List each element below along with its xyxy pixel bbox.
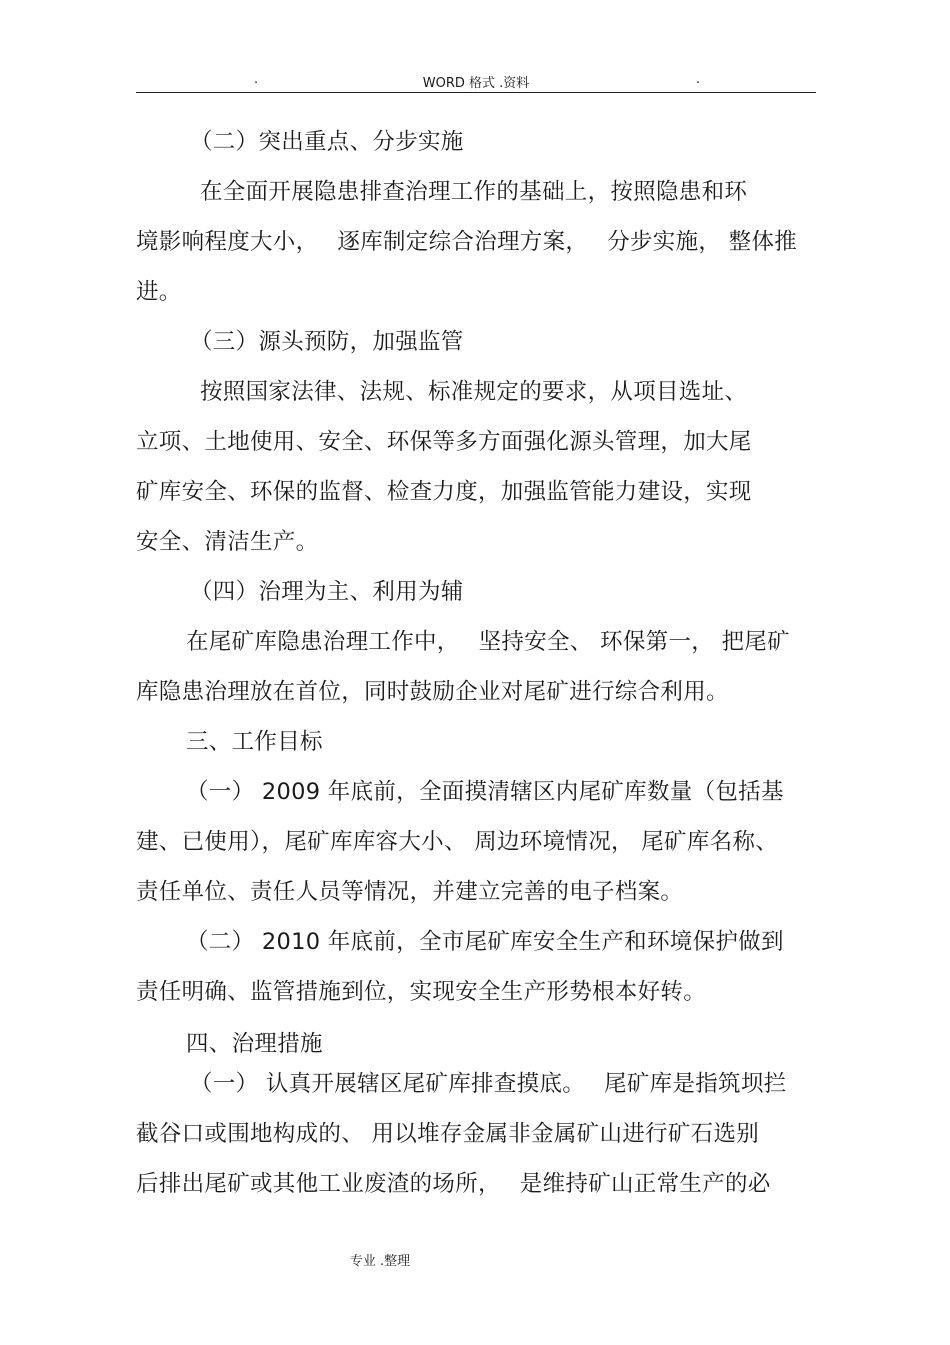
paragraph-line: 截谷口或围地构成的、 用以堆存金属非金属矿山进行矿石选别	[136, 1121, 760, 1147]
section-heading: 四、治理措施	[186, 1031, 323, 1057]
header-left-dot: .	[254, 72, 259, 87]
paragraph-line: 后排出尾矿或其他工业废渣的场所， 是维持矿山正常生产的必	[136, 1171, 771, 1197]
page-header	[136, 70, 816, 93]
paragraph-line: 库隐患治理放在首位，同时鼓励企业对尾矿进行综合利用。	[136, 679, 729, 705]
section-heading: （二）突出重点、分步实施	[190, 129, 464, 155]
paragraph-line: 责任单位、责任人员等情况，并建立完善的电子档案。	[136, 879, 684, 905]
paragraph-line: 境影响程度大小， 逐库制定综合治理方案， 分步实施， 整体推	[136, 229, 798, 255]
header-title: WORD 格式 .资料	[422, 76, 530, 91]
section-heading: （三）源头预防，加强监管	[190, 329, 464, 355]
section-heading: 三、工作目标	[186, 729, 323, 755]
paragraph-line: 进。	[136, 279, 182, 305]
paragraph-line: 建、已使用），尾矿库库容大小、 周边环境情况， 尾矿库名称、	[136, 829, 779, 855]
paragraph-line: 在全面开展隐患排查治理工作的基础上，按照隐患和环	[200, 179, 748, 205]
paragraph-line: （一） 认真开展辖区尾矿库排查摸底。 尾矿库是指筑坝拦	[190, 1071, 787, 1097]
paragraph-line: 立项、土地使用、安全、环保等多方面强化源头管理，加大尾	[136, 429, 752, 455]
page-footer: 专业 .整理	[349, 1254, 411, 1269]
section-heading: （四）治理为主、利用为辅	[190, 579, 464, 605]
paragraph-line: 按照国家法律、法规、标准规定的要求，从项目选址、	[200, 379, 748, 405]
paragraph-line: 安全、清洁生产。	[136, 529, 319, 555]
paragraph-line: （一） 2009 年底前，全面摸清辖区内尾矿库数量（包括基	[186, 779, 784, 805]
paragraph-line: 矿库安全、环保的监督、检查力度，加强监管能力建设，实现	[136, 479, 752, 505]
paragraph-line: （二） 2010 年底前，全市尾矿库安全生产和环境保护做到	[186, 929, 784, 955]
header-right-dot: .	[696, 72, 701, 87]
paragraph-line: 责任明确、监管措施到位，实现安全生产形势根本好转。	[136, 979, 707, 1005]
paragraph-line: 在尾矿库隐患治理工作中， 坚持安全、 环保第一， 把尾矿	[186, 629, 790, 655]
